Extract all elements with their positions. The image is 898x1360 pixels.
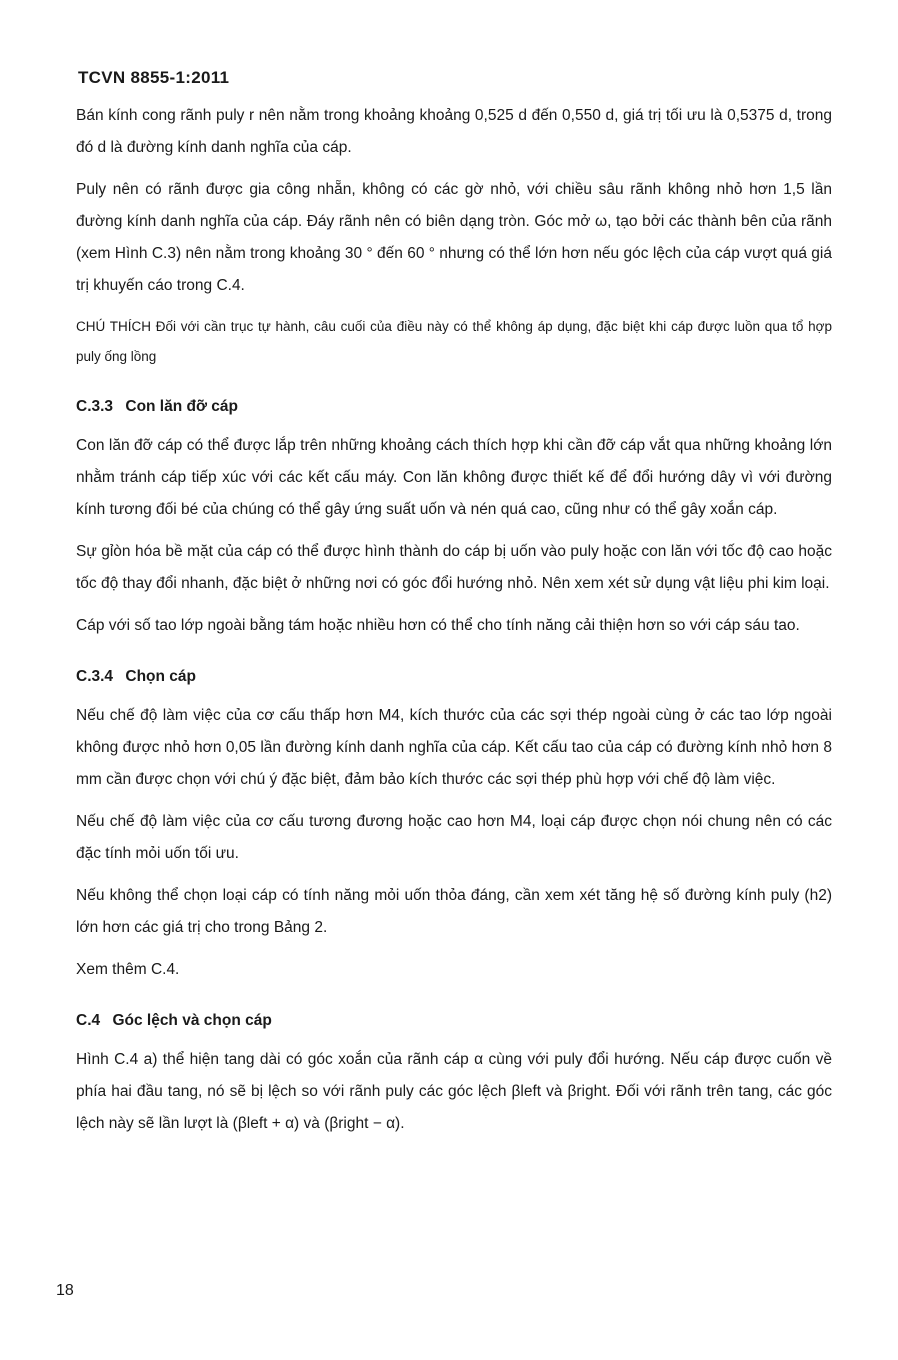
paragraph-groove-finish: Puly nên có rãnh được gia công nhẵn, không có các gờ nhỏ, với chiều sâu rãnh không nhỏ hơn 1,5 lần đường kính danh nghĩa của cáp. Đáy rãnh nên có biên dạng tròn. Góc mở ω, tạo bởi các thành bên của rãnh (xem Hình C.3) nên nằm trong khoảng 30 ° đến 60 ° nhưng có thể lớn hơn nếu góc lệch của cáp vượt quá giá trị khuyến cáo trong C.4. <box>76 181 832 294</box>
paragraph-c34-2: Nếu chế độ làm việc của cơ cấu tương đương hoặc cao hơn M4, loại cáp được chọn nói chung nên có các đặc tính mỏi uốn tối ưu. <box>76 813 832 862</box>
standard-code-header: TCVN 8855-1:2011 <box>78 68 230 87</box>
paragraph-c34-1: Nếu chế độ làm việc của cơ cấu thấp hơn M4, kích thước của các sợi thép ngoài cùng ở các tao lớp ngoài không được nhỏ hơn 0,05 lần đường kính danh nghĩa của cáp. Kết cấu tao của cáp có đường kính nhỏ hơn 8 mm cần được chọn với chú ý đặc biệt, đảm bảo kích thước các sợi thép phù hợp với chế độ làm việc. <box>76 707 832 788</box>
section-title: Góc lệch và chọn cáp <box>112 1012 272 1029</box>
section-number: C.4 <box>76 1012 101 1029</box>
paragraph-c4-1: Hình C.4 a) thể hiện tang dài có góc xoắn của rãnh cáp α cùng với puly đổi hướng. Nếu cáp được cuốn về phía hai đầu tang, nó sẽ bị lệch so với rãnh puly các góc lệch βleft và βright. Đối với rãnh trên tang, các góc lệch này sẽ lần lượt là (βleft + α) và (βright − α). <box>76 1051 832 1132</box>
section-title: Con lăn đỡ cáp <box>125 398 239 415</box>
section-heading-c34 <box>76 662 832 692</box>
paragraph-c34-3: Nếu không thể chọn loại cáp có tính năng mỏi uốn thỏa đáng, cần xem xét tăng hệ số đường kính puly (h2) lớn hơn các giá trị cho trong Bảng 2. <box>76 887 832 936</box>
paragraph-c33-3: Cáp với số tao lớp ngoài bằng tám hoặc nhiều hơn có thể cho tính năng cải thiện hơn so với cáp sáu tao. <box>76 617 800 634</box>
paragraph-c33-2: Sự gỉòn hóa bề mặt của cáp có thể được hình thành do cáp bị uốn vào puly hoặc con lăn với tốc độ cao hoặc tốc độ thay đổi nhanh, đặc biệt ở những nơi có góc đổi hướng nhỏ. Nên xem xét sử dụng vật liệu phi kim loại. <box>76 543 832 592</box>
section-heading-c4 <box>76 1006 832 1036</box>
paragraph-groove-radius: Bán kính cong rãnh puly r nên nằm trong khoảng khoảng 0,525 d đến 0,550 d, giá trị tối ưu là 0,5375 d, trong đó d là đường kính danh nghĩa của cáp. <box>76 107 832 156</box>
page-number: 18 <box>56 1282 74 1299</box>
document-body <box>76 100 832 1150</box>
note-paragraph: CHÚ THÍCH Đối với cần trục tự hành, câu cuối của điều này có thể không áp dụng, đặc biệt khi cáp được luồn qua tổ hợp puly ống lồng <box>76 319 832 364</box>
section-title: Chọn cáp <box>125 668 196 685</box>
section-number: C.3.4 <box>76 668 114 685</box>
section-heading-c33 <box>76 392 832 422</box>
paragraph-c33-1: Con lăn đỡ cáp có thể được lắp trên những khoảng cách thích hợp khi cần đỡ cáp vắt qua những khoảng lớn nhằm tránh cáp tiếp xúc với các kết cấu máy. Con lăn không được thiết kế để đổi hướng dây vì với đường kính tương đối bé của chúng có thể gây ứng suất uốn và nén quá cao, cũng như có thể gây xoắn cáp. <box>76 437 832 518</box>
section-number: C.3.3 <box>76 398 114 415</box>
paragraph-c34-4: Xem thêm C.4. <box>76 961 180 978</box>
